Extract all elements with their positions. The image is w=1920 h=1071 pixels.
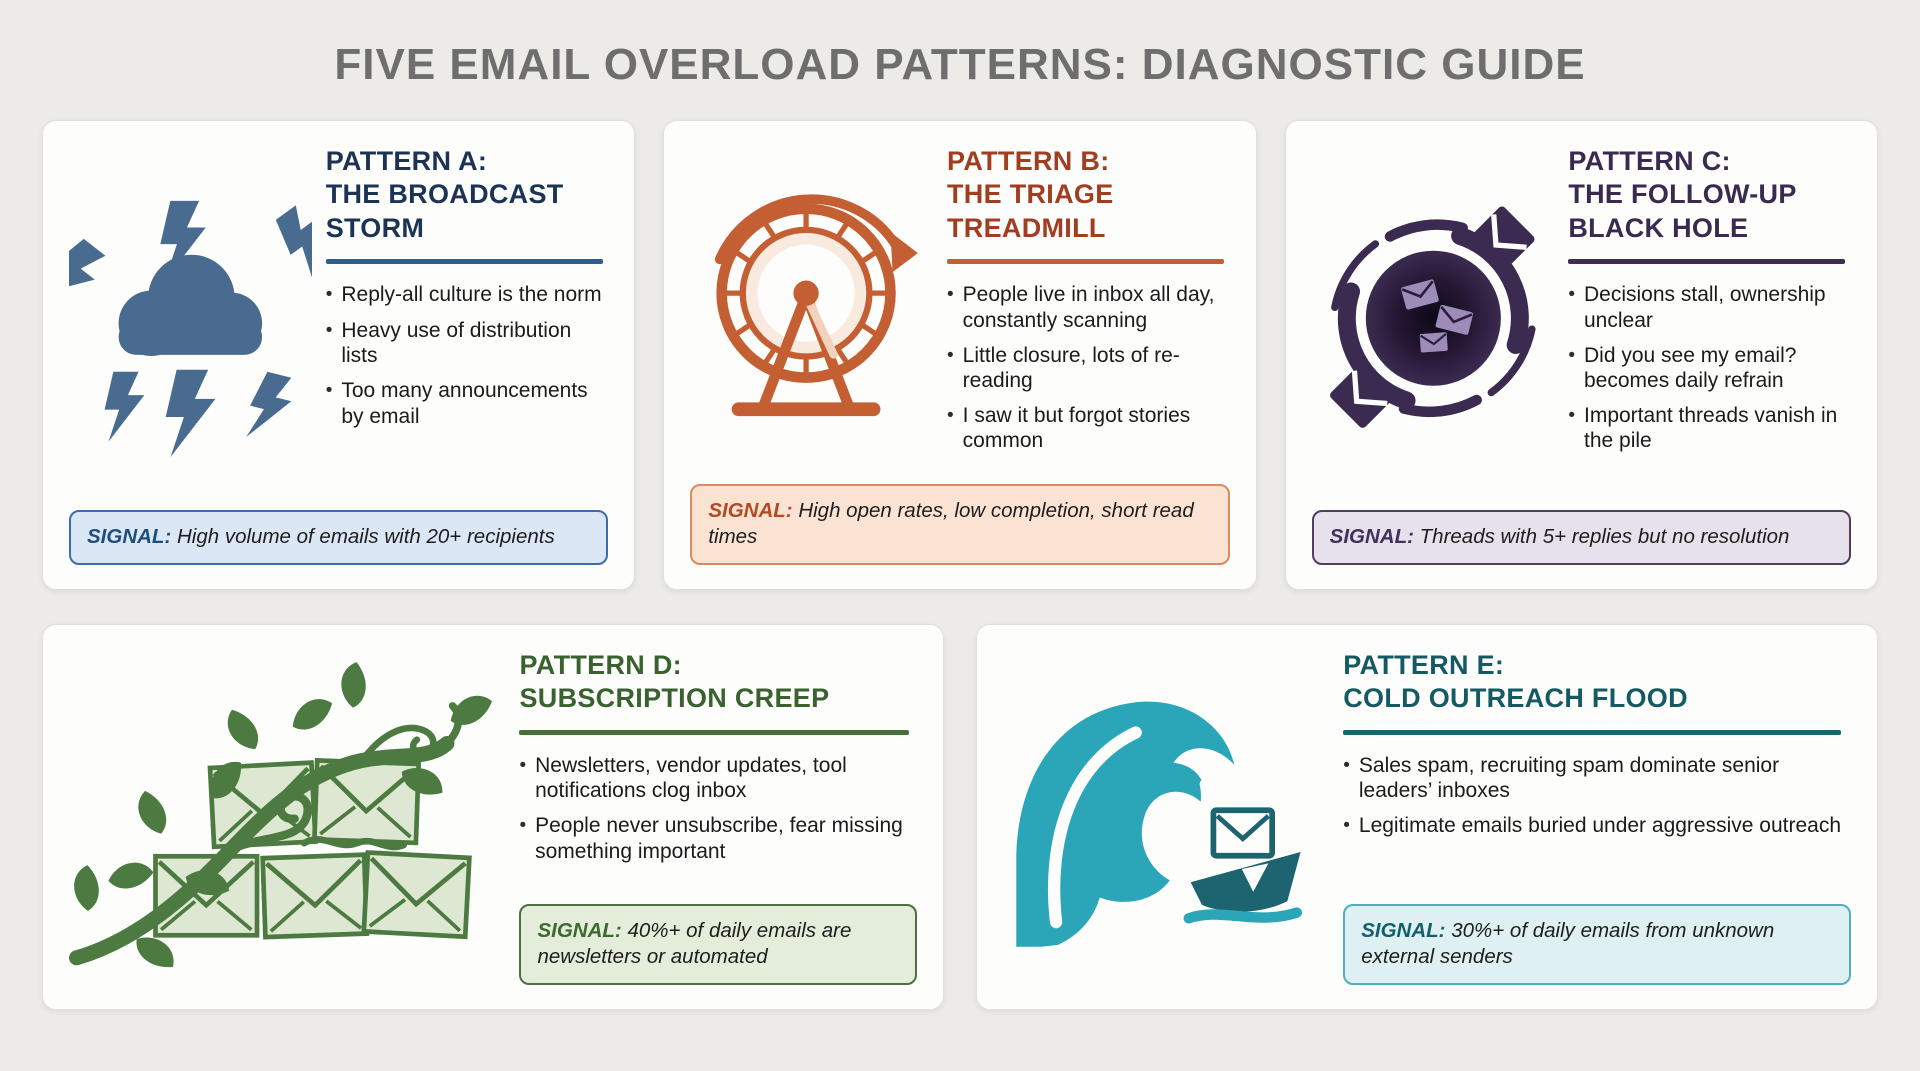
pattern-label: PATTERN C: bbox=[1568, 146, 1731, 176]
bullet-text: Heavy use of distribution lists bbox=[341, 319, 572, 368]
bullet-item bbox=[519, 753, 917, 803]
bullet-item bbox=[326, 318, 609, 368]
bullet-text: Decisions stall, ownership unclear bbox=[1584, 283, 1826, 332]
pattern-name: COLD OUTREACH FLOOD bbox=[1343, 683, 1688, 714]
pattern-name: THE FOLLOW-UP BLACK HOLE bbox=[1568, 179, 1797, 243]
bullet-text: I saw it but forgot stories common bbox=[962, 404, 1191, 453]
bullet-list bbox=[326, 282, 609, 438]
title-divider bbox=[947, 259, 1224, 264]
bullet-item bbox=[1568, 403, 1851, 453]
bullet-text: Did you see my email? becomes daily refrain bbox=[1584, 343, 1797, 392]
bullet-list bbox=[1568, 282, 1851, 463]
pattern-name: THE TRIAGE TREADMILL bbox=[947, 179, 1114, 243]
card-title bbox=[1568, 145, 1851, 245]
card-content bbox=[947, 145, 1230, 470]
pattern-label: PATTERN B: bbox=[947, 146, 1110, 176]
bullet-text: People live in inbox all day, constantly scanning bbox=[962, 283, 1215, 332]
signal-label: SIGNAL: bbox=[537, 918, 622, 942]
bullet-item bbox=[1343, 753, 1851, 803]
signal-text: Threads with 5+ replies but no resolution bbox=[1419, 525, 1790, 549]
card-content bbox=[519, 649, 917, 985]
black-hole-envelopes-icon bbox=[1312, 145, 1555, 496]
vine-envelopes-icon bbox=[69, 649, 501, 985]
wave-boat-icon bbox=[1003, 649, 1325, 985]
bullet-text: Sales spam, recruiting spam dominate senior leaders’ inboxes bbox=[1358, 753, 1780, 803]
bullet-item bbox=[1343, 813, 1851, 839]
top-row bbox=[42, 120, 1878, 590]
signal-box bbox=[690, 484, 1229, 565]
bullet-text: Important threads vanish in the pile bbox=[1584, 404, 1838, 453]
bullet-item bbox=[1568, 282, 1851, 332]
card-title bbox=[1343, 649, 1851, 716]
bullet-item bbox=[326, 282, 609, 308]
title-divider bbox=[519, 730, 909, 735]
title-divider bbox=[1568, 259, 1845, 264]
signal-label: SIGNAL: bbox=[1329, 525, 1414, 549]
bullet-dot: • bbox=[325, 320, 333, 342]
bottom-row bbox=[42, 624, 1878, 1010]
bullet-dot: • bbox=[1343, 815, 1350, 837]
bullet-text: Little closure, lots of re-reading bbox=[962, 343, 1180, 392]
bullet-item bbox=[326, 378, 609, 428]
bullet-text: Newsletters, vendor updates, tool notifications clog inbox bbox=[535, 753, 847, 803]
bullet-list bbox=[519, 753, 917, 874]
signal-box bbox=[69, 510, 608, 565]
bullet-dot: • bbox=[947, 344, 954, 366]
bullet-text: Reply-all culture is the norm bbox=[341, 283, 602, 307]
card-pattern-d bbox=[42, 624, 944, 1010]
bullet-text: Too many announcements by email bbox=[341, 379, 588, 428]
card-pattern-c bbox=[1285, 120, 1878, 590]
card-pattern-e bbox=[976, 624, 1878, 1010]
bullet-dot: • bbox=[1568, 284, 1575, 306]
card-content bbox=[1343, 649, 1851, 985]
bullet-dot: • bbox=[947, 405, 954, 427]
signal-box bbox=[1312, 510, 1851, 565]
signal-text: 30%+ of daily emails from unknown external senders bbox=[1361, 918, 1775, 969]
pattern-name: THE BROADCAST STORM bbox=[325, 179, 564, 243]
pattern-label: PATTERN D: bbox=[519, 650, 682, 680]
signal-text: 40%+ of daily emails are newsletters or automated bbox=[537, 918, 852, 969]
pattern-label: PATTERN E: bbox=[1343, 650, 1505, 680]
card-title bbox=[519, 649, 917, 716]
bullet-item bbox=[1568, 343, 1851, 393]
card-pattern-a bbox=[42, 120, 635, 590]
card-title bbox=[947, 145, 1230, 245]
signal-label: SIGNAL: bbox=[708, 498, 793, 522]
card-title bbox=[326, 145, 609, 245]
bullet-dot: • bbox=[325, 284, 333, 306]
bullet-item bbox=[947, 343, 1230, 393]
bullet-dot: • bbox=[947, 284, 954, 306]
bullet-dot: • bbox=[1343, 754, 1350, 776]
hamster-wheel-icon bbox=[690, 145, 933, 470]
signal-box bbox=[1343, 904, 1851, 985]
bullet-list bbox=[947, 282, 1230, 463]
bullet-item bbox=[947, 282, 1230, 332]
page-title: FIVE EMAIL OVERLOAD PATTERNS: DIAGNOSTIC GUIDE bbox=[334, 40, 1586, 89]
bullet-item bbox=[947, 403, 1230, 453]
bullet-dot: • bbox=[1568, 344, 1575, 366]
signal-label: SIGNAL: bbox=[1361, 918, 1446, 942]
pattern-name: SUBSCRIPTION CREEP bbox=[519, 683, 830, 714]
bullet-text: Legitimate emails buried under aggressive outreach bbox=[1358, 814, 1841, 838]
bullet-item bbox=[519, 813, 917, 863]
signal-text: High open rates, low completion, short read times bbox=[708, 498, 1194, 549]
bullet-dot: • bbox=[519, 815, 527, 837]
title-divider bbox=[326, 259, 603, 264]
bullet-dot: • bbox=[519, 754, 527, 776]
signal-box bbox=[519, 904, 917, 985]
bullet-dot: • bbox=[325, 380, 333, 402]
card-content bbox=[1568, 145, 1851, 496]
signal-label: SIGNAL: bbox=[87, 525, 172, 549]
bullet-dot: • bbox=[1568, 405, 1575, 427]
card-pattern-b bbox=[663, 120, 1256, 590]
bullet-text: People never unsubscribe, fear missing something important bbox=[535, 814, 903, 863]
storm-cloud-lightning-icon bbox=[69, 145, 312, 496]
card-content bbox=[326, 145, 609, 496]
pattern-label: PATTERN A: bbox=[325, 146, 488, 176]
signal-text: High volume of emails with 20+ recipients bbox=[176, 525, 555, 549]
bullet-list bbox=[1343, 753, 1851, 849]
title-divider bbox=[1343, 730, 1841, 735]
